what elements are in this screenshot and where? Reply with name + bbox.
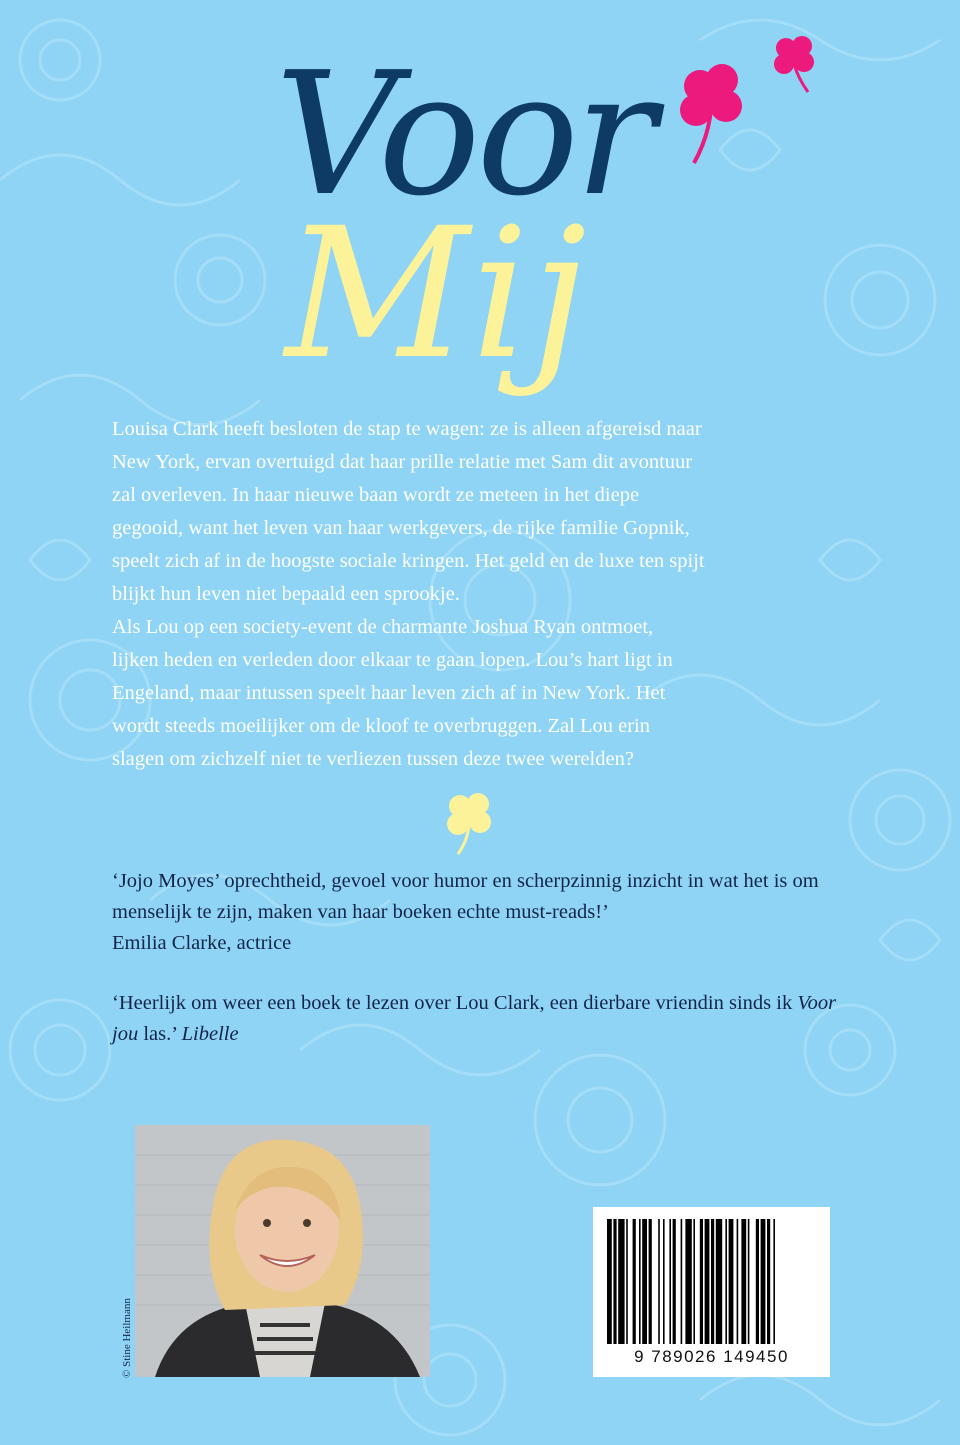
barcode-bars xyxy=(593,1207,830,1347)
quote-source: Libelle xyxy=(181,1023,239,1045)
review-quote-libelle xyxy=(112,988,852,1050)
review-quote-emilia-clarke xyxy=(112,866,852,959)
quote-book-title: Voor jou xyxy=(112,992,837,1045)
quote-text: ‘Jojo Moyes’ oprechtheid, gevoel voor humor en scherpzinnig inzicht in wat het is om menselijk te zijn, maken van haar boeken echte must-reads!’ xyxy=(112,870,819,923)
isbn-number: 9 789026 149450 xyxy=(634,1347,789,1366)
photo-credit: © Stine Heilmann xyxy=(121,1298,133,1378)
back-cover-blurb: Louisa Clark heeft besloten de stap te wagen: ze is alleen afgereisd naar New York, ervan overtuigd dat haar prille relatie met Sam dit avontuur zal overleven. In haar nieuwe baan wordt ze meteen in het diepe gegooid, want het leven van haar werkgevers, de rijke familie Gopnik, speelt zich af in de hoogste sociale kringen. Het geld en de luxe ten spijt blijkt hun leven niet bepaald een sprookje. Als Lou op een society-event de charmante Joshua Ryan ontmoet, lijken heden en verleden door elkaar te gaan lopen. Lou’s hart ligt in Engeland, maar intussen speelt haar leven zich af in New York. Het wordt steeds moeilijker om de kloof te overbruggen. Zal Lou erin slagen om zichzelf niet te verliezen tussen deze twee werelden? xyxy=(112,418,705,770)
quote-source: Emilia Clarke, actrice xyxy=(112,932,292,954)
pink-clover-small-icon xyxy=(768,32,823,94)
isbn-barcode xyxy=(593,1207,830,1377)
title-voor: Voor xyxy=(275,36,653,234)
author-photo xyxy=(135,1125,430,1377)
quote-text: ‘Heerlijk om weer een boek te lezen over Lou Clark, een dierbare vriendin sinds ik xyxy=(112,992,798,1014)
yellow-clover-icon xyxy=(440,788,500,858)
quote-text-end: las.’ xyxy=(138,1023,182,1045)
title-mij: Mij xyxy=(285,190,589,399)
pink-clover-large-icon xyxy=(670,58,760,168)
